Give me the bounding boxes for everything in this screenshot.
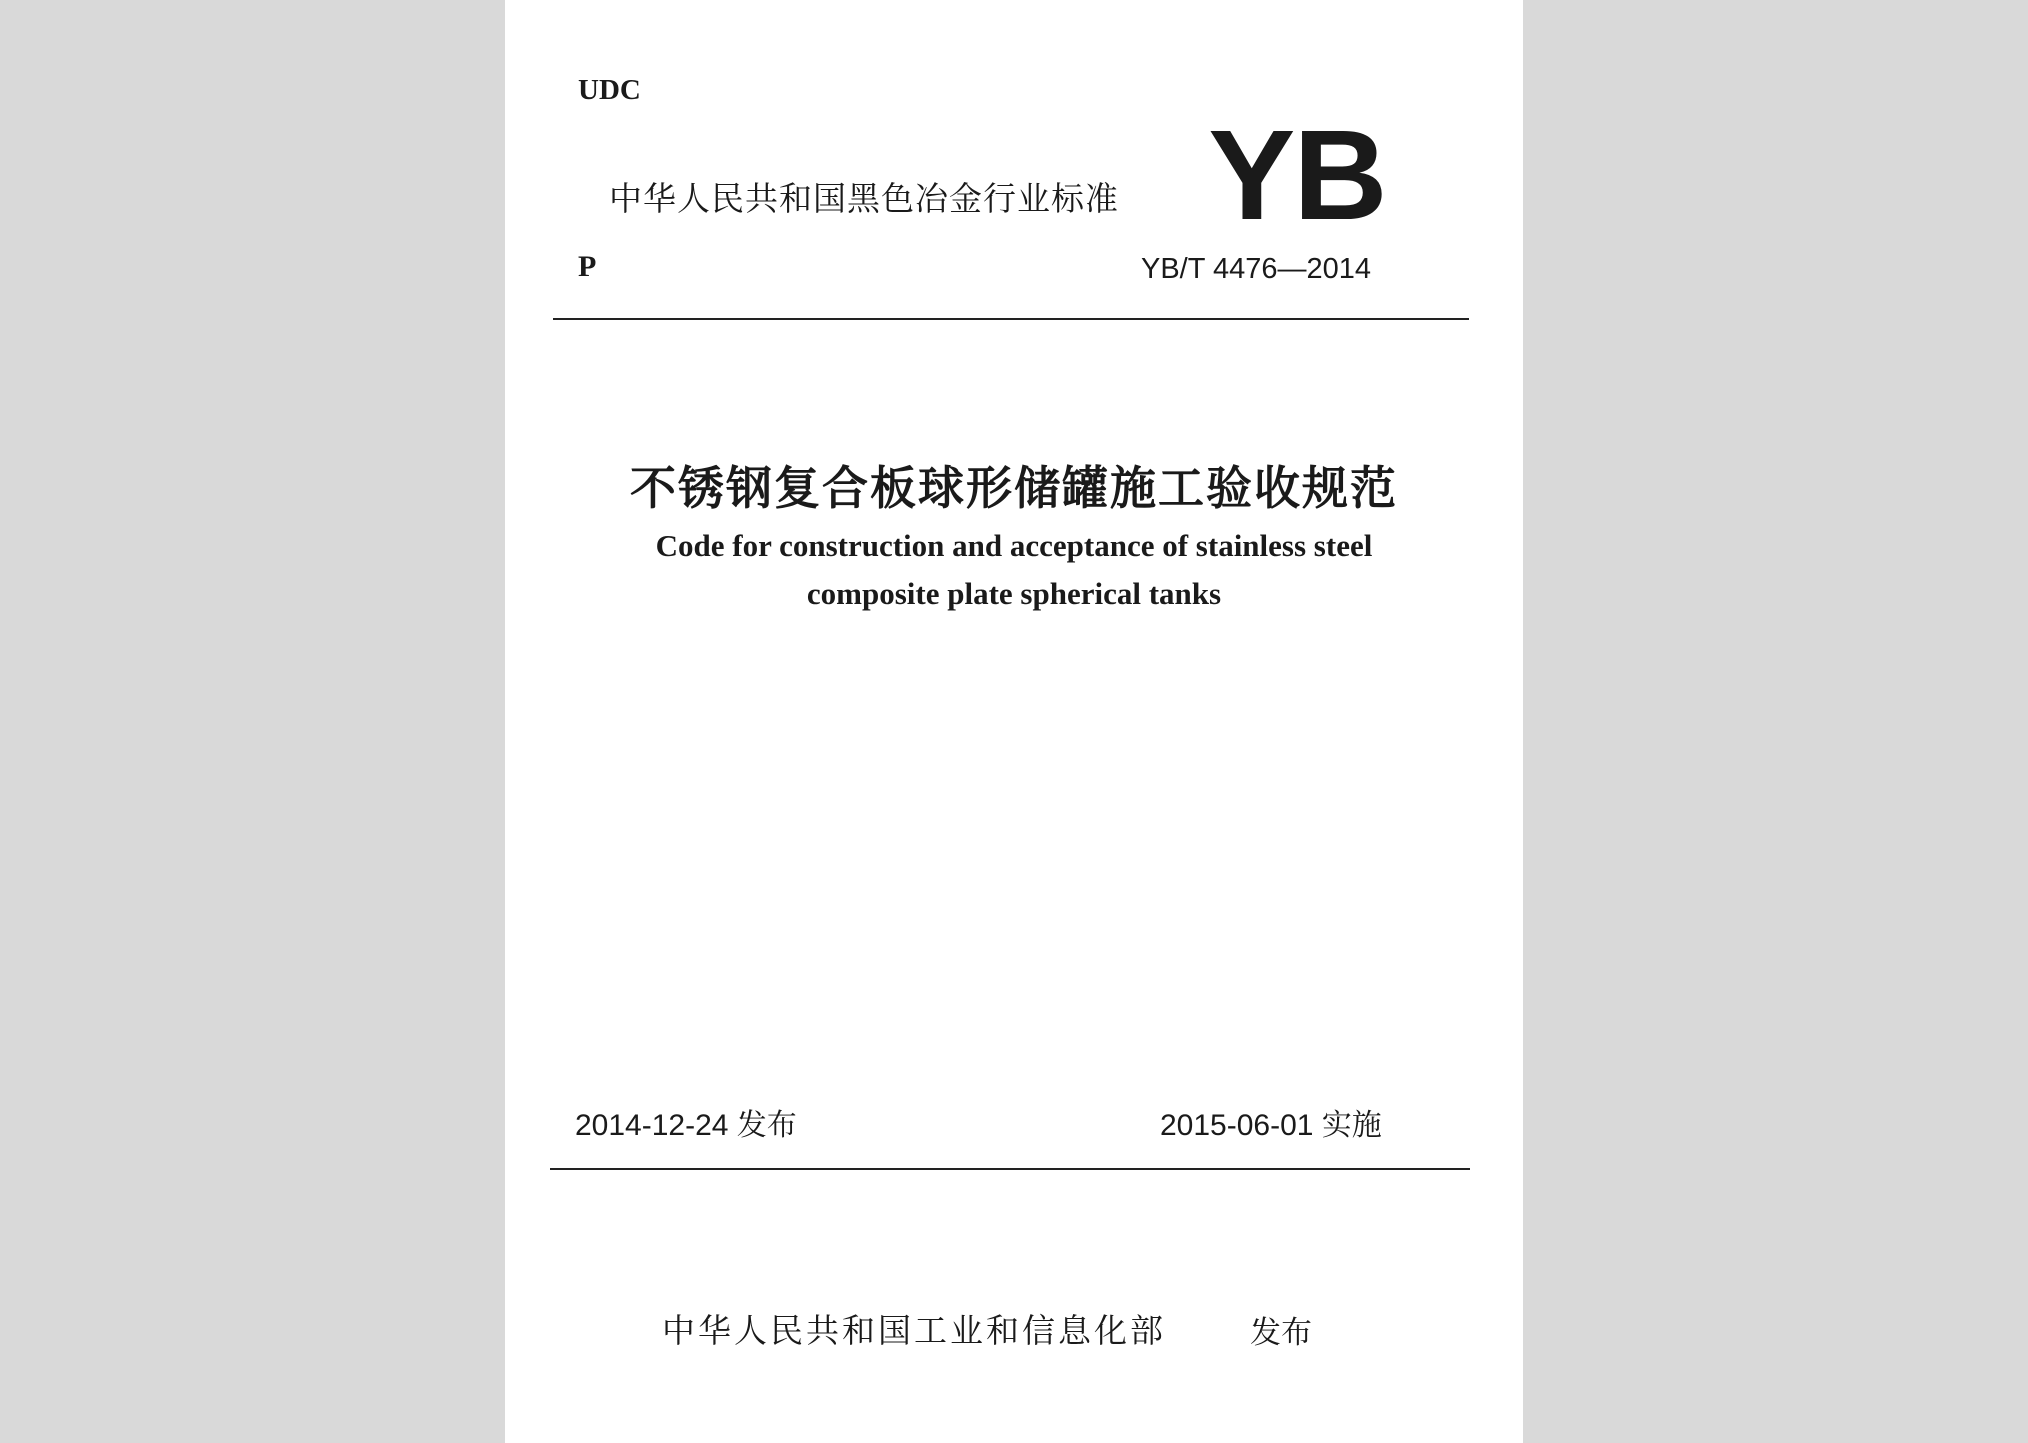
standard-cover-page [505, 0, 1523, 1443]
bottom-divider [550, 1168, 1470, 1170]
standard-number: YB/T 4476—2014 [1141, 253, 1372, 285]
publisher-name: 中华人民共和国工业和信息化部 [662, 1311, 1166, 1350]
publish-label: 发布 [1250, 1315, 1312, 1351]
udc-label: UDC [578, 74, 641, 106]
implementation-date: 2015-06-01 实施 [1160, 1109, 1382, 1142]
industry-standard-heading: 中华人民共和国黑色冶金行业标准 [609, 179, 1119, 218]
issue-date: 2014-12-24 发布 [575, 1109, 797, 1142]
title-english-line-2: composite plate spherical tanks [806, 576, 1222, 611]
yb-logo: YB [1208, 104, 1386, 247]
title-chinese: 不锈钢复合板球形储罐施工验收规范 [630, 461, 1398, 515]
top-divider [553, 318, 1469, 320]
classification-code: P [578, 250, 597, 283]
title-english-line-1: Code for construction and acceptance of stainless steel [655, 528, 1373, 563]
